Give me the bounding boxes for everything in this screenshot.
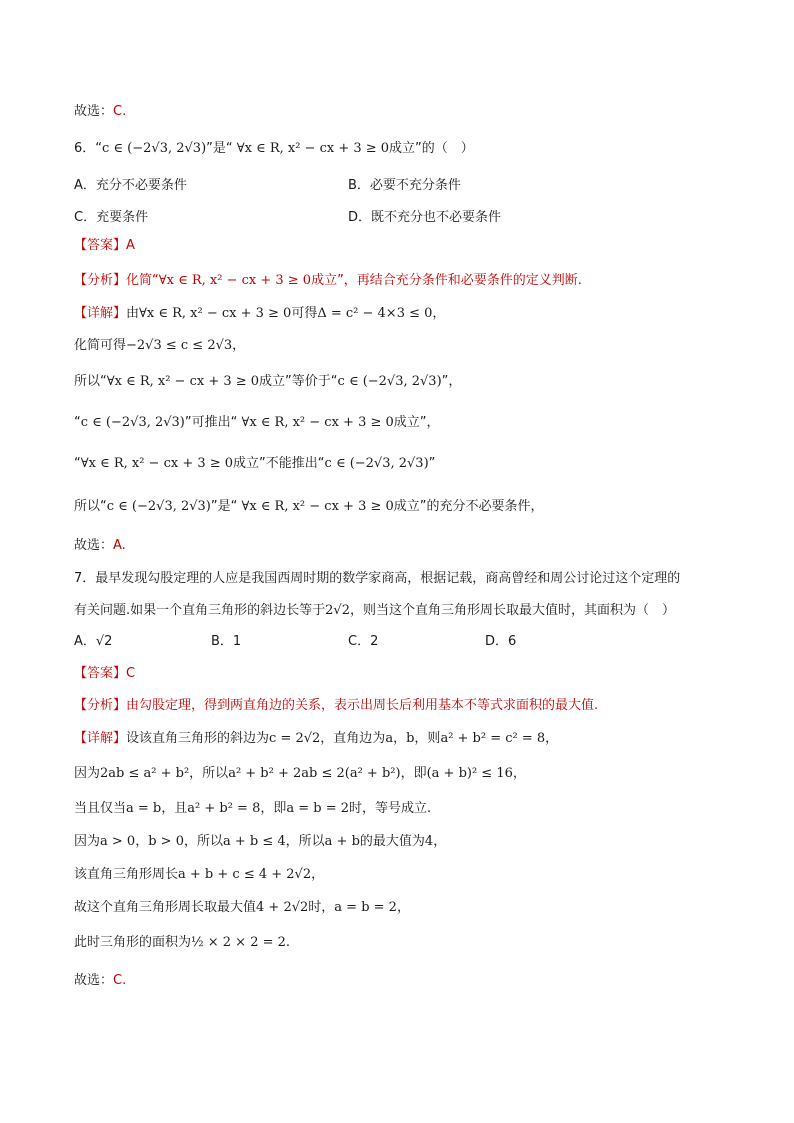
text-segment: a² + b² = 8 xyxy=(187,801,261,816)
text-segment: ， xyxy=(311,867,325,882)
text-segment: ∀x ∈ R, x² − cx + 3 ≥ 0 xyxy=(236,141,390,156)
text-segment: ， xyxy=(232,338,246,353)
text-line-l6 xyxy=(74,272,582,290)
text-segment: a² + b² + 2ab ≤ 2(a² + b²) xyxy=(228,766,401,781)
text-line-l25 xyxy=(74,934,290,952)
text-line-l7 xyxy=(74,305,445,323)
text-segment: 2√2 xyxy=(325,603,350,618)
text-segment: a > 0 xyxy=(100,834,136,849)
text-segment: A. xyxy=(113,538,126,553)
text-segment: 2ab ≤ a² + b² xyxy=(100,766,190,781)
text-segment: 由 xyxy=(126,306,140,321)
text-segment: 故选： xyxy=(74,973,114,988)
text-segment: 时， xyxy=(308,900,335,915)
text-segment: 可得 xyxy=(291,306,318,321)
text-segment: a = b = 2 xyxy=(286,801,350,816)
text-line-l22 xyxy=(74,833,446,851)
text-segment: 成立”， xyxy=(393,415,440,430)
text-segment: C xyxy=(126,666,136,681)
text-segment: ∀x ∈ R, x² − cx + 3 ≥ 0 xyxy=(139,306,292,321)
text-segment: 所以“ xyxy=(74,374,107,389)
text-segment: ， xyxy=(393,731,407,746)
q6-option-b: B．必要不充分条件 xyxy=(348,178,461,193)
text-segment: c ∈ (−2√3, 2√3) xyxy=(324,456,429,471)
text-segment: ” xyxy=(428,456,436,471)
text-segment: b xyxy=(406,731,415,746)
text-segment: ，所以 xyxy=(285,834,325,849)
text-segment: −2√3 ≤ c ≤ 2√3 xyxy=(126,338,233,353)
text-segment: ， xyxy=(396,900,410,915)
text-segment: . xyxy=(285,935,291,950)
text-segment: 该直角三角形周长 xyxy=(74,867,179,882)
text-segment: 成立”，再结合充分条件和必要条件的定义判断. xyxy=(311,273,582,288)
text-line-l17 xyxy=(74,665,135,683)
text-segment: c ∈ (−2√3, 2√3) xyxy=(337,374,442,389)
text-segment: ， xyxy=(512,766,526,781)
text-line-l15 xyxy=(74,602,675,620)
text-line-l11 xyxy=(74,455,435,473)
text-line-l20 xyxy=(74,765,526,783)
text-line-l26 xyxy=(74,972,126,990)
text-segment: 时，等号成立. xyxy=(349,801,432,816)
text-segment: 【答案】 xyxy=(74,238,127,253)
text-segment: ∀x ∈ R, x² − cx + 3 ≥ 0 xyxy=(106,374,260,389)
text-segment: 成立”不能推出“ xyxy=(233,456,325,471)
text-segment: 当且仅当 xyxy=(74,801,127,816)
text-segment: 由勾股定理，得到两直角边的关系，表示出周长后利用基本不等式求面积的最大值. xyxy=(126,698,599,713)
text-segment: ， xyxy=(432,306,446,321)
text-segment: 成立”的充分不必要条件， xyxy=(393,499,544,514)
text-segment: (a + b)² ≤ 16 xyxy=(426,766,513,781)
text-segment: ”可推出“ xyxy=(184,415,242,430)
q7-option-a: A．√2 xyxy=(74,634,113,649)
text-segment: c ∈ (−2√3, 2√3) xyxy=(106,499,211,514)
text-segment: ”是“ xyxy=(206,141,237,156)
text-line-l18 xyxy=(74,697,598,715)
text-line-l23 xyxy=(74,866,324,884)
text-segment: ，所以 xyxy=(189,766,229,781)
text-line-l1 xyxy=(74,103,126,121)
text-segment: ， xyxy=(433,834,447,849)
text-segment: 【详解】 xyxy=(74,306,127,321)
text-line-l12 xyxy=(74,498,544,516)
text-segment: C. xyxy=(113,104,127,119)
text-segment: ， xyxy=(545,731,559,746)
text-segment: 故选： xyxy=(74,538,114,553)
text-line-l9 xyxy=(74,373,461,391)
text-line-l2 xyxy=(74,140,474,158)
text-segment: ，且 xyxy=(161,801,188,816)
text-segment: 【详解】 xyxy=(74,731,127,746)
text-line-l10 xyxy=(74,414,440,432)
text-segment: 故选： xyxy=(74,104,114,119)
text-line-l5 xyxy=(74,237,135,255)
text-segment: 【分析】 xyxy=(74,273,127,288)
q7-option-d: D．6 xyxy=(485,634,517,649)
text-segment: a = b = 2 xyxy=(334,900,397,915)
text-segment: 成立”的（ ） xyxy=(389,141,474,156)
text-segment: ，所以 xyxy=(183,834,223,849)
text-line-l24 xyxy=(74,899,410,917)
text-segment: 成立”等价于“ xyxy=(259,374,338,389)
text-segment: a² + b² = c² = 8 xyxy=(440,731,546,746)
text-segment: 因为 xyxy=(74,766,101,781)
text-segment: “ xyxy=(74,456,81,471)
text-segment: 故这个直角三角形周长取最大值 xyxy=(74,900,257,915)
text-segment: ∀x ∈ R, x² − cx + 3 ≥ 0 xyxy=(158,273,312,288)
text-segment: a xyxy=(385,731,394,746)
text-segment: ，即 xyxy=(260,801,287,816)
text-segment: ∀x ∈ R, x² − cx + 3 ≥ 0 xyxy=(80,456,234,471)
text-segment: 化简可得 xyxy=(74,338,127,353)
text-line-l21 xyxy=(74,800,431,818)
text-segment: 4 xyxy=(424,834,434,849)
text-line-l19 xyxy=(74,730,558,748)
text-line-l13 xyxy=(74,537,126,555)
text-segment: 7．最早发现勾股定理的人应是我国西周时期的数学家商高，根据记载，商高曾经和周公讨论过这个定理的 xyxy=(74,571,681,586)
text-segment: c ∈ (−2√3, 2√3) xyxy=(80,415,185,430)
text-segment: ， xyxy=(135,834,149,849)
text-segment: 有关问题.如果一个直角三角形的斜边长等于 xyxy=(74,603,326,618)
text-segment: ½ × 2 × 2 = 2 xyxy=(191,935,286,950)
q6-option-d: D．既不充分也不必要条件 xyxy=(348,210,502,225)
q7-option-b: B．1 xyxy=(211,634,242,649)
q6-option-c: C．充要条件 xyxy=(74,210,149,225)
text-segment: ”是“ xyxy=(210,499,242,514)
text-segment: ∀x ∈ R, x² − cx + 3 ≥ 0 xyxy=(241,499,394,514)
text-segment: A xyxy=(126,238,135,253)
text-segment: 因为 xyxy=(74,834,101,849)
text-segment: ，则当这个直角三角形周长取最大值时，其面积为（ ） xyxy=(349,603,675,618)
text-segment: ，则 xyxy=(414,731,441,746)
text-segment: 设该直角三角形的斜边为 xyxy=(126,731,270,746)
text-segment: ”， xyxy=(441,374,462,389)
text-segment: 6．“ xyxy=(74,141,103,156)
q7-option-c: C．2 xyxy=(348,634,379,649)
text-segment: “ xyxy=(74,415,81,430)
text-segment: a + b xyxy=(324,834,360,849)
text-segment: 4 + 2√2 xyxy=(256,900,309,915)
text-segment: Δ = c² − 4×3 ≤ 0 xyxy=(317,306,433,321)
text-segment: 【答案】 xyxy=(74,666,127,681)
text-segment: ，直角边为 xyxy=(320,731,386,746)
text-line-l8 xyxy=(74,337,245,355)
text-segment: a + b + c ≤ 4 + 2√2 xyxy=(178,867,312,882)
text-segment: 化简“ xyxy=(126,273,159,288)
text-segment: 所以“ xyxy=(74,499,107,514)
text-segment: 的最大值为 xyxy=(359,834,425,849)
text-segment: a + b ≤ 4 xyxy=(222,834,286,849)
text-segment: 【分析】 xyxy=(74,698,127,713)
text-segment: a = b xyxy=(126,801,162,816)
text-segment: ∀x ∈ R, x² − cx + 3 ≥ 0 xyxy=(241,415,394,430)
text-segment: c = 2√2 xyxy=(269,731,321,746)
q6-option-a: A．充分不必要条件 xyxy=(74,178,187,193)
text-segment: C. xyxy=(113,973,127,988)
text-segment: ，即 xyxy=(400,766,427,781)
text-segment: c ∈ (−2√3, 2√3) xyxy=(102,141,207,156)
text-segment: 此时三角形的面积为 xyxy=(74,935,192,950)
text-segment: b > 0 xyxy=(148,834,184,849)
text-line-l14 xyxy=(74,570,680,588)
